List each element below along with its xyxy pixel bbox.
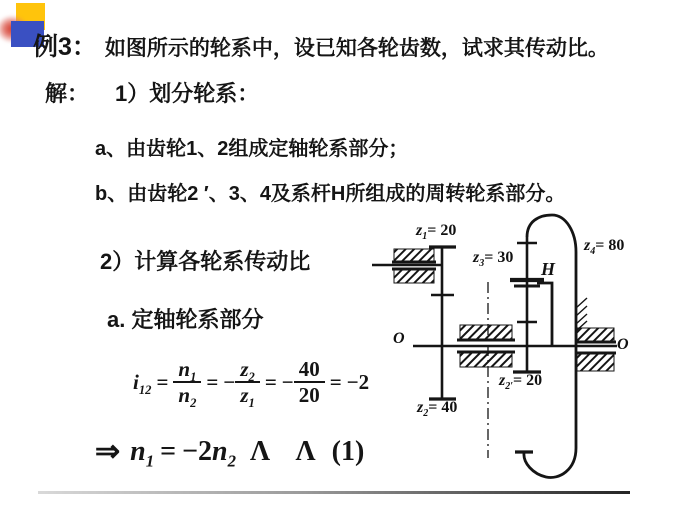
minus-sign: − xyxy=(223,369,236,394)
gear3-gear2prime-line xyxy=(510,237,544,372)
footer-divider xyxy=(38,491,630,494)
label-axis-O-right: O xyxy=(617,336,629,353)
formula-result: −2 xyxy=(346,369,370,394)
equals-sign: = xyxy=(156,369,169,394)
lambda-marks: Λ Λ xyxy=(250,435,326,467)
equals-sign: = xyxy=(206,369,219,394)
ring-gear4-fixed-hatching xyxy=(576,298,587,331)
ratio-formula xyxy=(133,357,370,411)
label-carrier-H: H xyxy=(541,259,556,279)
equation-tag: (1) xyxy=(331,435,365,467)
equals-sign: = xyxy=(264,369,277,394)
implies-arrow: ⇒ xyxy=(95,435,121,468)
carrier-H-arm xyxy=(537,283,552,345)
label-z3: $z_3= 30$ xyxy=(473,249,514,270)
list-item-b: b、由齿轮2 ′、3、4及系杆H所组成的周转轮系部分。 xyxy=(95,183,566,205)
label-axis-O-left: O xyxy=(393,330,405,347)
fraction-40-20: $\frac{40}{20}$ xyxy=(294,358,325,406)
label-z1: $z_1= 20$ xyxy=(416,222,457,243)
step1-label: 1）划分轮系： xyxy=(115,81,260,106)
solution-label: 解： xyxy=(45,81,90,106)
label-z2: $z_2= 40$ xyxy=(417,399,458,420)
rhs-term: $-2n_2$ xyxy=(182,435,237,471)
label-z4: $z_4= 80$ xyxy=(584,237,625,258)
conclusion-equation xyxy=(95,434,364,469)
equals-sign: = xyxy=(160,435,177,467)
label-z2prime: $z_{2'}= 20$ xyxy=(499,372,543,393)
equals-sign: = xyxy=(329,369,342,394)
title-text: 如图所示的轮系中，设已知各轮齿数，试求其传动比。 xyxy=(104,37,609,60)
fraction-z2-z1: $\frac{z_2}{z_1}$ xyxy=(235,358,259,406)
output-shaft-bearing xyxy=(576,328,616,371)
fraction-n1-n2: $\frac{n_1}{n_2}$ xyxy=(173,358,201,406)
step2-subheading: a. 定轴轮系部分 xyxy=(107,307,264,332)
step2-heading: 2）计算各轮系传动比 xyxy=(100,249,311,274)
n1-term: $n_1$ xyxy=(130,435,155,471)
solution-line xyxy=(45,77,259,108)
formula-lhs: $i_{12}$ xyxy=(133,369,152,397)
slide-title xyxy=(33,27,609,63)
example-number: 例3： xyxy=(33,33,97,61)
minus-sign: − xyxy=(281,369,294,394)
gear-train-diagram xyxy=(365,212,665,484)
list-item-a: a、由齿轮1、2组成定轴轮系部分； xyxy=(95,138,409,160)
